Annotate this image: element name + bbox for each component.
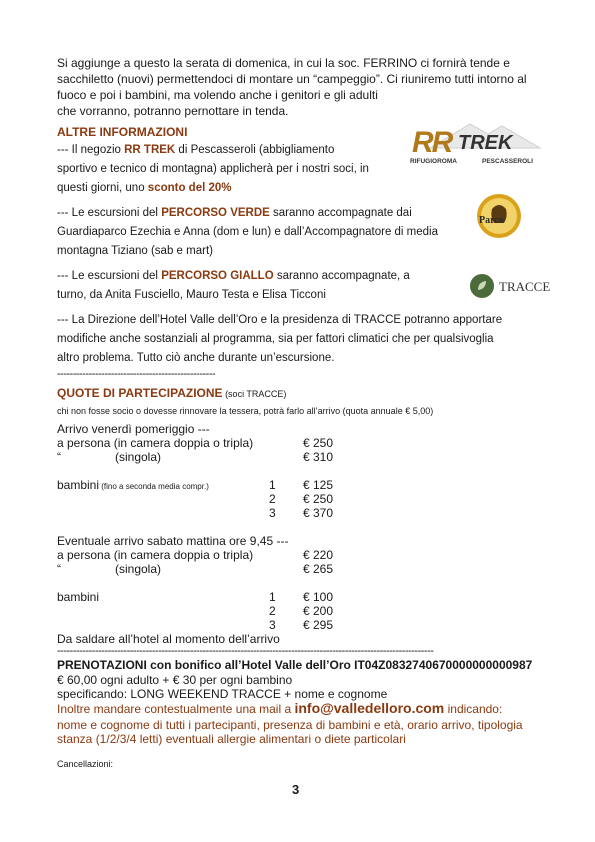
cancellazioni-label: Cancellazioni:: [57, 759, 114, 769]
rrtrek-logo: [410, 118, 550, 170]
text: --- La Direzione dell’Hotel Valle dell’Oro e la presidenza di TRACCE potranno apportare: [57, 314, 503, 326]
parco-logo: [476, 193, 522, 239]
text: Inoltre mandare contestualmente una mail a: [57, 702, 295, 716]
mail-detail: stanza (1/2/3/4 letti) eventuali allergie alimentari o diete particolari: [57, 732, 406, 746]
text: --- Le escursioni del: [57, 270, 162, 282]
altre-heading: ALTRE INFORMAZIONI: [57, 125, 188, 139]
quote-title: QUOTE DI PARTECIPAZIONE: [57, 386, 223, 400]
row-price: € 220: [303, 548, 334, 562]
trek-word: TREK: [458, 132, 513, 154]
parco-text: Parco: [479, 215, 504, 226]
arrivo-sabato-title: Eventuale arrivo sabato mattina ore 9,45 ---: [57, 534, 289, 548]
intro-line: sacchiletto (nuovi) permettendoci di montare un “campeggio”. Ci riuniremo tutti intorno al: [57, 72, 527, 86]
percorso-giallo: PERCORSO GIALLO: [161, 270, 274, 282]
percorso-verde: PERCORSO VERDE: [161, 207, 270, 219]
leaf-icon: [470, 274, 494, 298]
text: montagna Tiziano (sab e mart): [57, 245, 213, 257]
page-number: 3: [292, 782, 300, 797]
row-num: 1: [269, 590, 276, 604]
row-num: 3: [269, 506, 276, 520]
quote-note-line: chi non fosse socio o dovesse rinnovare la tessera, potrà farlo all’arrivo (quota annuale € 5,00): [57, 406, 434, 416]
text: --- Il negozio: [57, 144, 125, 156]
direzione-paragraph: [57, 311, 502, 368]
tracce-word: TRACCE: [499, 279, 551, 294]
intro-line: fuoco e poi i bambini, ma volendo anche i genitori e gli adulti: [57, 88, 378, 102]
text: altro problema. Tutto ciò anche durante un’escursione.: [57, 352, 335, 364]
rr-letters: RR: [412, 126, 452, 159]
intro-line: che vorranno, potranno pernottare in tenda.: [57, 104, 289, 118]
mail-detail: nome e cognome di tutti i partecipanti, presenza di bambini e età, orario arrivo, tipologia: [57, 718, 523, 732]
mail-line: [57, 700, 502, 716]
row-price: € 250: [303, 436, 334, 450]
row-price: € 295: [303, 618, 334, 632]
bambini-label: [57, 477, 209, 495]
row-price: € 310: [303, 450, 334, 464]
intro-line: Si aggiunge a questo la serata di domenica, in cui la soc. FERRINO ci fornirà tende e: [57, 56, 510, 70]
prenot-spec: specificando: LONG WEEKEND TRACCE + nome e cognome: [57, 687, 388, 701]
intro-paragraph: [57, 55, 527, 119]
rr-sub1: RIFUGIOROMA: [410, 158, 457, 165]
text: saranno accompagnate dai: [269, 207, 412, 219]
rr-sub2: PESCASSEROLI: [482, 158, 533, 165]
row-price: € 370: [303, 506, 334, 520]
text: saranno accompagnate, a: [273, 270, 410, 282]
bambini-label: bambini: [57, 590, 100, 604]
text: sportivo e tecnico di montagna) applicherà per i nostri soci, in: [57, 163, 369, 175]
ditto-mark: “: [57, 562, 61, 576]
row-price: € 250: [303, 492, 334, 506]
row-label: (singola): [115, 562, 162, 576]
row-price: € 125: [303, 478, 334, 492]
verde-paragraph: [57, 204, 438, 261]
email-link[interactable]: info@valledelloro.com: [294, 700, 445, 716]
tracce-logo: [470, 274, 550, 298]
text: bambini: [57, 478, 100, 492]
bambini-note: (fino a seconda media compr.): [99, 482, 209, 491]
text: modifiche anche sostanziali al programma, sia per fattori climatici che per qualsivoglia: [57, 333, 494, 345]
discount: sconto del 20%: [147, 182, 232, 194]
prenotazioni-line: PRENOTAZIONI con bonifico all’Hotel Valle dell’Oro IT04Z0832740670000000000987: [57, 658, 533, 672]
text: di Pescasseroli (abbigliamento: [175, 144, 335, 156]
rrtrek-paragraph: [57, 141, 369, 198]
row-price: € 100: [303, 590, 334, 604]
ditto-mark: “: [57, 450, 61, 464]
row-num: 2: [269, 492, 276, 506]
text: indicando:: [444, 702, 503, 716]
quote-note: (soci TRACCE): [222, 389, 287, 399]
saldo-line: Da saldare all’hotel al momento dell’arrivo: [57, 632, 280, 646]
row-num: 1: [269, 478, 276, 492]
arrivo-venerdi-title: Arrivo venerdì pomeriggio ---: [57, 422, 210, 436]
row-label: a persona (in camera doppia o tripla): [57, 436, 254, 450]
text: Guardiaparco Ezechia e Anna (dom e lun) e dall’Accompagnatore di media: [57, 226, 438, 238]
prenot-prices: € 60,00 ogni adulto + € 30 per ogni bambino: [57, 673, 293, 687]
row-label: (singola): [115, 450, 162, 464]
text: questi giorni, uno: [57, 182, 148, 194]
row-price: € 200: [303, 604, 334, 618]
separator: --------------------------------------------------: [57, 368, 216, 380]
row-num: 2: [269, 604, 276, 618]
quote-heading: [57, 386, 286, 400]
row-label: a persona (in camera doppia o tripla): [57, 548, 254, 562]
row-num: 3: [269, 618, 276, 632]
separator: -----------------------------------------------------------------------------------------------------------------------: [57, 645, 434, 657]
text: turno, da Anita Fusciello, Mauro Testa e Elisa Ticconi: [57, 289, 326, 301]
rrtrek-name: RR TREK: [124, 144, 176, 156]
giallo-paragraph: [57, 267, 410, 305]
row-price: € 265: [303, 562, 334, 576]
text: --- Le escursioni del: [57, 207, 162, 219]
